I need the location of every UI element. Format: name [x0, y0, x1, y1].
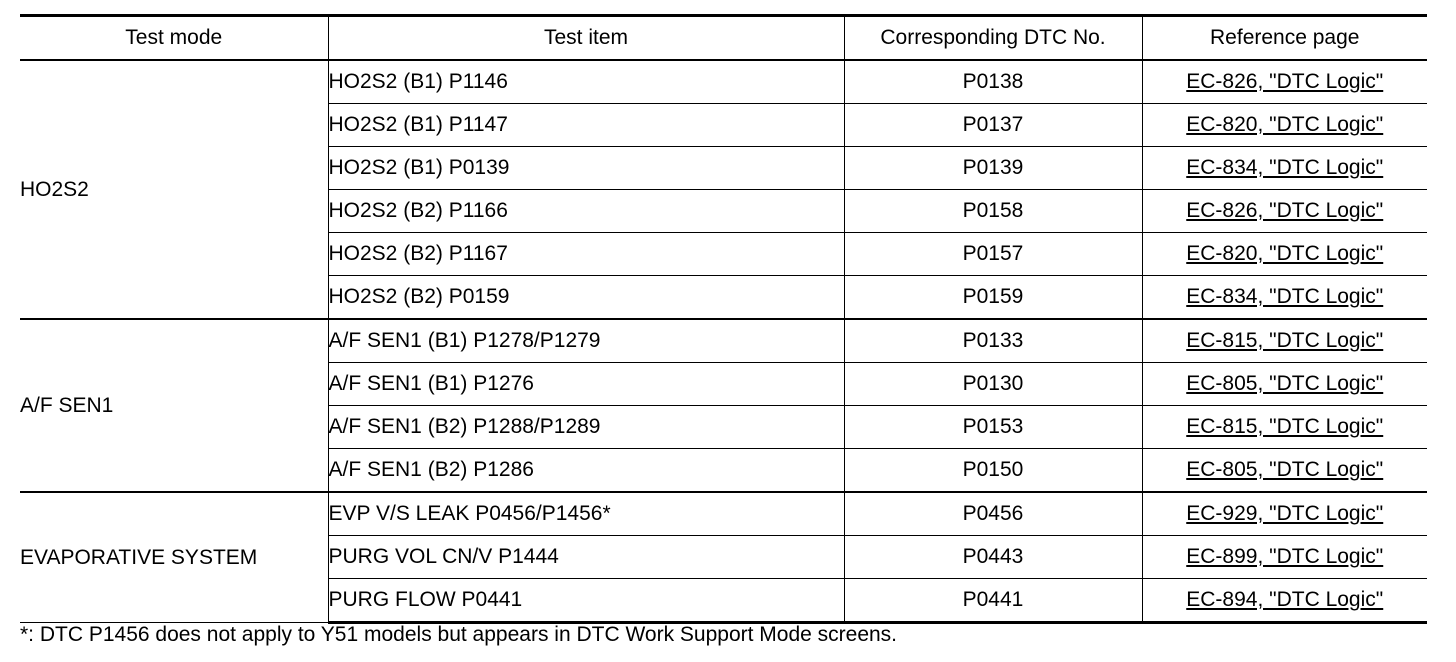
reference-cell: [1142, 363, 1427, 406]
reference-cell: [1142, 276, 1427, 320]
reference-cell: [1142, 60, 1427, 104]
test-item-cell: HO2S2 (B2) P1167: [328, 233, 844, 276]
header-test-item: Test item: [328, 16, 844, 61]
test-item-cell: HO2S2 (B1) P1147: [328, 104, 844, 147]
test-item-cell: A/F SEN1 (B2) P1288/P1289: [328, 406, 844, 449]
dtc-code-cell: P0130: [844, 363, 1142, 406]
reference-cell: [1142, 536, 1427, 579]
header-dtc-no: Corresponding DTC No.: [844, 16, 1142, 61]
test-item-cell: A/F SEN1 (B1) P1278/P1279: [328, 319, 844, 363]
test-item-cell: PURG FLOW P0441: [328, 579, 844, 623]
test-item-cell: A/F SEN1 (B1) P1276: [328, 363, 844, 406]
reference-cell: [1142, 406, 1427, 449]
reference-cell: [1142, 104, 1427, 147]
reference-cell: [1142, 492, 1427, 536]
dtc-code-cell: P0153: [844, 406, 1142, 449]
table-row: [20, 60, 1427, 104]
reference-cell: [1142, 147, 1427, 190]
reference-link[interactable]: EC-834, "DTC Logic": [1186, 285, 1384, 308]
reference-link[interactable]: EC-805, "DTC Logic": [1186, 372, 1384, 395]
dtc-code-cell: P0456: [844, 492, 1142, 536]
reference-link[interactable]: EC-820, "DTC Logic": [1186, 242, 1384, 265]
table-row: [20, 319, 1427, 363]
reference-link[interactable]: EC-894, "DTC Logic": [1186, 588, 1384, 611]
test-mode-cell: HO2S2: [20, 60, 328, 319]
test-item-cell: A/F SEN1 (B2) P1286: [328, 449, 844, 493]
test-item-cell: HO2S2 (B2) P0159: [328, 276, 844, 320]
test-mode-cell: EVAPORATIVE SYSTEM: [20, 492, 328, 623]
reference-link[interactable]: EC-929, "DTC Logic": [1186, 502, 1384, 525]
reference-link[interactable]: EC-815, "DTC Logic": [1186, 415, 1384, 438]
dtc-code-cell: P0157: [844, 233, 1142, 276]
reference-cell: [1142, 579, 1427, 623]
reference-cell: [1142, 319, 1427, 363]
dtc-code-cell: P0158: [844, 190, 1142, 233]
test-item-cell: PURG VOL CN/V P1444: [328, 536, 844, 579]
dtc-code-cell: P0441: [844, 579, 1142, 623]
reference-link[interactable]: EC-826, "DTC Logic": [1186, 199, 1384, 222]
test-item-cell: HO2S2 (B2) P1166: [328, 190, 844, 233]
reference-link[interactable]: EC-826, "DTC Logic": [1186, 70, 1384, 93]
dtc-code-cell: P0139: [844, 147, 1142, 190]
reference-cell: [1142, 233, 1427, 276]
header-test-mode: Test mode: [20, 16, 328, 61]
reference-link[interactable]: EC-834, "DTC Logic": [1186, 156, 1384, 179]
dtc-code-cell: P0150: [844, 449, 1142, 493]
test-mode-cell: A/F SEN1: [20, 319, 328, 492]
table-row: [20, 492, 1427, 536]
reference-link[interactable]: EC-805, "DTC Logic": [1186, 458, 1384, 481]
dtc-code-cell: P0159: [844, 276, 1142, 320]
header-reference-page: Reference page: [1142, 16, 1427, 61]
dtc-code-cell: P0138: [844, 60, 1142, 104]
table-header-row: [20, 16, 1427, 61]
reference-link[interactable]: EC-820, "DTC Logic": [1186, 113, 1384, 136]
dtc-code-cell: P0443: [844, 536, 1142, 579]
test-item-cell: EVP V/S LEAK P0456/P1456*: [328, 492, 844, 536]
reference-cell: [1142, 190, 1427, 233]
reference-link[interactable]: EC-899, "DTC Logic": [1186, 545, 1384, 568]
footnote: *: DTC P1456 does not apply to Y51 models but appears in DTC Work Support Mode screens.: [20, 623, 898, 646]
dtc-code-cell: P0137: [844, 104, 1142, 147]
test-item-cell: HO2S2 (B1) P1146: [328, 60, 844, 104]
reference-cell: [1142, 449, 1427, 493]
test-item-cell: HO2S2 (B1) P0139: [328, 147, 844, 190]
dtc-work-support-table: [20, 14, 1427, 624]
dtc-code-cell: P0133: [844, 319, 1142, 363]
reference-link[interactable]: EC-815, "DTC Logic": [1186, 329, 1384, 352]
